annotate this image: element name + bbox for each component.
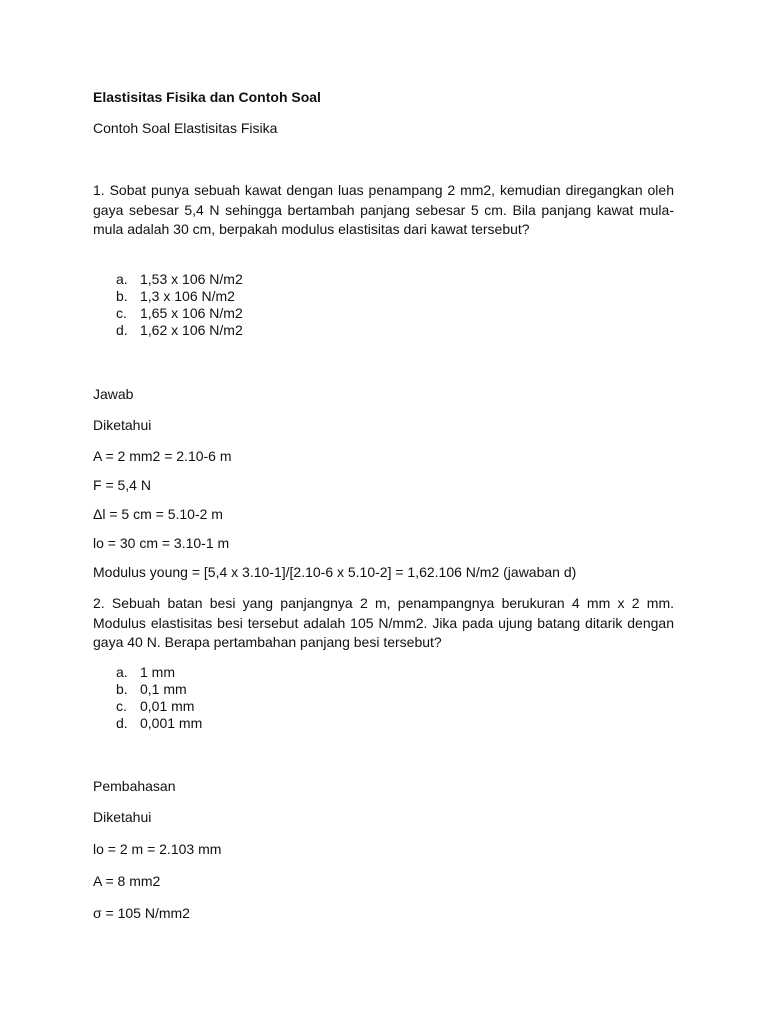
- option-letter: c.: [116, 698, 127, 714]
- document-title: Elastisitas Fisika dan Contoh Soal: [93, 89, 321, 105]
- given-line: A = 2 mm2 = 2.10-6 m: [93, 448, 232, 464]
- question-2-options: [116, 664, 202, 732]
- given-line: A = 8 mm2: [93, 873, 161, 889]
- option-text: 1,65 x 106 N/m2: [140, 305, 243, 321]
- option-letter: d.: [116, 715, 128, 731]
- option-letter: c.: [116, 305, 127, 321]
- option-d: [116, 715, 202, 732]
- option-d: [116, 322, 243, 339]
- option-a: [116, 271, 243, 288]
- option-c: [116, 305, 243, 322]
- option-text: 1,3 x 106 N/m2: [140, 288, 235, 304]
- option-text: 1,53 x 106 N/m2: [140, 271, 243, 287]
- discussion-heading: Pembahasan: [93, 778, 176, 794]
- solution-line: Modulus young = [5,4 x 3.10-1]/[2.10-6 x 5.10-2] = 1,62.106 N/m2 (jawaban d): [93, 564, 577, 580]
- given-line: lo = 2 m = 2.103 mm: [93, 841, 222, 857]
- given-heading: Diketahui: [93, 809, 152, 825]
- option-letter: b.: [116, 681, 128, 697]
- option-text: 0,001 mm: [140, 715, 203, 731]
- given-line: F = 5,4 N: [93, 477, 151, 493]
- question-2-text: 2. Sebuah batan besi yang panjangnya 2 m, penampangnya berukuran 4 mm x 2 mm. Modulus elastisitas besi tersebut adalah 105 N/mm2. Jika pada ujung batang ditarik dengan gaya 40 N. Berapa pertambahan panjang besi tersebut?: [93, 595, 674, 650]
- option-text: 0,01 mm: [140, 698, 195, 714]
- option-text: 1 mm: [140, 664, 175, 680]
- option-letter: d.: [116, 322, 128, 338]
- given-line: σ = 105 N/mm2: [93, 905, 190, 921]
- option-letter: a.: [116, 271, 128, 287]
- section-subtitle: Contoh Soal Elastisitas Fisika: [93, 120, 278, 136]
- option-b: [116, 288, 243, 305]
- given-line: Δl = 5 cm = 5.10-2 m: [93, 506, 223, 522]
- option-letter: b.: [116, 288, 128, 304]
- question-1-text: 1. Sobat punya sebuah kawat dengan luas penampang 2 mm2, kemudian diregangkan oleh gaya sebesar 5,4 N sehingga bertambah panjang sebesar 5 cm. Bila panjang kawat mula-mula adalah 30 cm, berpakah modulus elastisitas dari kawat tersebut?: [93, 182, 674, 237]
- option-letter: a.: [116, 664, 128, 680]
- option-text: 1,62 x 106 N/m2: [140, 322, 243, 338]
- question-1-options: [116, 271, 243, 339]
- option-c: [116, 698, 202, 715]
- option-a: [116, 664, 202, 681]
- given-line: lo = 30 cm = 3.10-1 m: [93, 535, 230, 551]
- given-heading: Diketahui: [93, 417, 152, 433]
- option-b: [116, 681, 202, 698]
- answer-heading: Jawab: [93, 386, 134, 402]
- option-text: 0,1 mm: [140, 681, 187, 697]
